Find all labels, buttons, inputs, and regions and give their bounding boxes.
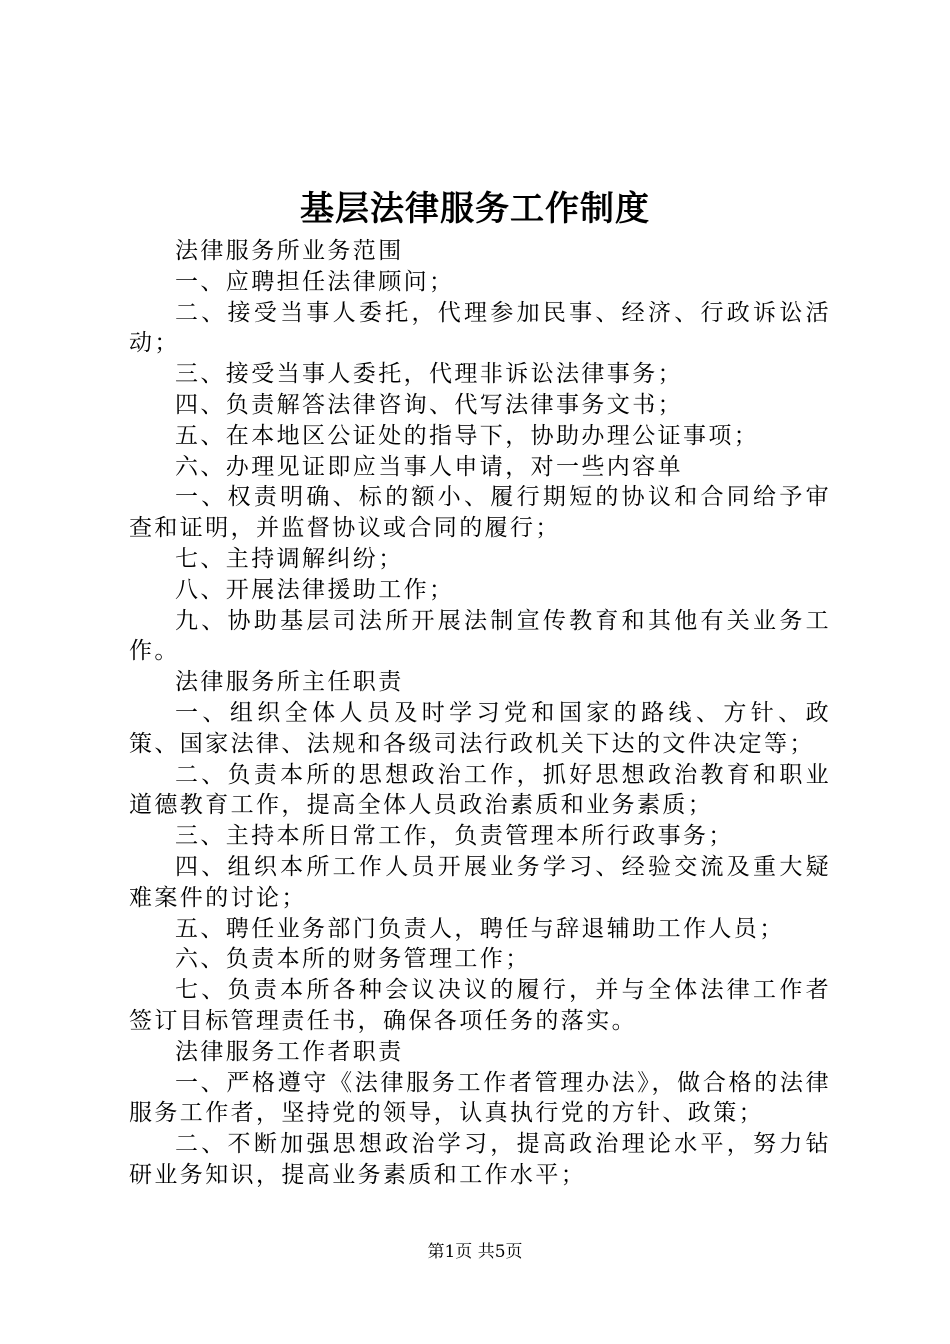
paragraph: 二、接受当事人委托，代理参加民事、经济、行政诉讼活动； [129, 299, 831, 357]
paragraph: 三、主持本所日常工作，负责管理本所行政事务； [175, 823, 734, 850]
page-footer: 第1页 共5页 [427, 1242, 523, 1262]
paragraph: 六、办理见证即应当事人申请，对一些内容单 [175, 453, 683, 480]
paragraph: 九、协助基层司法所开展法制宣传教育和其他有关业务工作。 [129, 607, 831, 665]
paragraph: 七、主持调解纠纷； [175, 545, 404, 572]
paragraph: 七、负责本所各种会议决议的履行，并与全体法律工作者签订目标管理责任书，确保各项任务的落实。 [129, 977, 831, 1034]
paragraph: 八、开展法律援助工作； [175, 576, 455, 603]
document-title: 基层法律服务工作制度 [300, 189, 650, 229]
paragraph: 二、负责本所的思想政治工作，抓好思想政治教育和职业道德教育工作，提高全体人员政治素质和业务素质； [129, 761, 831, 819]
section-heading: 法律服务工作者职责 [175, 1038, 404, 1065]
section-heading: 法律服务所主任职责 [175, 669, 404, 696]
document-body [129, 236, 831, 1191]
paragraph: 六、负责本所的财务管理工作； [175, 946, 531, 973]
paragraph: 一、组织全体人员及时学习党和国家的路线、方针、政策、国家法律、法规和各级司法行政机关下达的文件决定等； [129, 699, 831, 757]
paragraph: 四、负责解答法律咨询、代写法律事务文书； [175, 391, 683, 418]
paragraph: 一、权责明确、标的额小、履行期短的协议和合同给予审查和证明，并监督协议或合同的履行； [129, 484, 831, 542]
paragraph: 二、不断加强思想政治学习，提高政治理论水平，努力钻研业务知识，提高业务素质和工作水平； [129, 1131, 831, 1188]
paragraph: 四、组织本所工作人员开展业务学习、经验交流及重大疑难案件的讨论； [129, 853, 831, 911]
paragraph: 一、严格遵守《法律服务工作者管理办法》，做合格的法律服务工作者，坚持党的领导，认真执行党的方针、政策； [129, 1069, 831, 1127]
paragraph: 三、接受当事人委托，代理非诉讼法律事务； [175, 361, 683, 388]
paragraph: 五、在本地区公证处的指导下，协助办理公证事项； [175, 422, 760, 449]
paragraph: 五、聘任业务部门负责人，聘任与辞退辅助工作人员； [175, 915, 785, 942]
section-heading: 法律服务所业务范围 [175, 238, 404, 264]
paragraph: 一、应聘担任法律顾问； [175, 268, 455, 295]
